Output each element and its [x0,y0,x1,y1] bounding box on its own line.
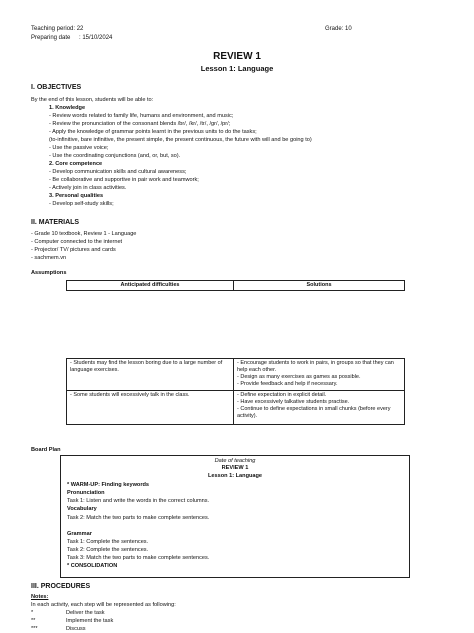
solution-line: - Have excessively talkative students practise. [237,399,350,405]
board-title: REVIEW 1 [221,465,249,471]
assumptions-table [66,358,405,425]
objectives-intro: By the end of this lesson, students will be able to: [31,97,154,103]
solution-line: - Design as many exercises as games as possible. [237,374,361,380]
preparing-date-label: Preparing date [31,35,71,41]
notes-intro: In each activity, each step will be represented as following: [31,602,176,608]
preparing-date-value: : 15/10/2024 [79,35,113,41]
assumptions-header-table [66,280,405,291]
board-warmup: * WARM-UP: Finding keywords [67,482,150,488]
core-item: - Actively join in class activities. [49,185,127,191]
knowledge-item: - Apply the knowledge of grammar points learnt in the previous units to do the tasks; [49,129,257,135]
knowledge-item: - Use the passive voice; [49,145,109,151]
personal-heading: 3. Personal qualities [49,193,104,199]
board-subtitle: Lesson 1: Language [207,473,263,479]
core-item: - Develop communication skills and cultural awareness; [49,169,187,175]
solution-line: - Encourage students to work in pairs, in groups so that they can help each other. [237,360,394,373]
core-heading: 2. Core competence [49,161,103,167]
board-grammar-task: Task 2: Complete the sentences. [67,547,149,553]
materials-item: - sachmem.vn [31,255,67,261]
procedures-heading: III. PROCEDURES [31,583,91,590]
materials-item: - Computer connected to the internet [31,239,123,245]
solutions-cell [234,359,405,391]
col-difficulties-header: Anticipated difficulties [67,281,234,291]
col-solutions-header: Solutions [234,281,405,291]
knowledge-item: - Review words related to family life, humans and environment, and music; [49,113,234,119]
grade: Grade: 10 [325,26,352,32]
board-grammar-task: Task 1: Complete the sentences. [67,539,149,545]
knowledge-heading: 1. Knowledge [49,105,86,111]
solution-line: - Continue to define expectations in small chunks (before every activity). [237,406,391,419]
solution-line: - Define expectation in explicit detail. [237,392,327,398]
board-pron-task: Task 1: Listen and write the words in the correct columns. [67,498,210,504]
materials-item: - Grade 10 textbook, Review 1 - Language [31,231,137,237]
knowledge-item: (to-infinitive, bare infinitive, the present simple, the present continuous, the future with will and be going to) [49,137,312,143]
difficulty-cell: - Some students will excessively talk in the class. [67,391,234,425]
board-pronunciation: Pronunciation [67,490,105,496]
materials-item: - Projector/ TV/ pictures and cards [31,247,116,253]
step-text: Discuss [66,626,86,632]
board-plan-box [60,455,410,578]
step-mark: *** [31,626,38,632]
table-row [67,359,405,391]
assumptions-heading: Assumptions [31,270,67,276]
notes-label: Notes: [31,594,49,600]
board-plan-heading: Board Plan [31,447,61,453]
personal-item: - Develop self-study skills; [49,201,114,207]
board-grammar: Grammar [67,531,92,537]
board-date-line: Date of teaching [214,458,256,464]
core-item: - Be collaborative and supportive in pair work and teamwork; [49,177,199,183]
teaching-period: Teaching period: 22 [31,26,84,32]
page-subtitle: Lesson 1: Language [200,64,274,73]
step-mark: * [31,610,34,616]
step-text: Implement the task [66,618,114,624]
solution-line: - Provide feedback and help if necessary. [237,381,338,387]
objectives-heading: I. OBJECTIVES [31,84,82,91]
knowledge-item: - Use the coordinating conjunctions (and, or, but, so). [49,153,181,159]
board-consolidation: * CONSOLIDATION [67,563,118,569]
materials-heading: II. MATERIALS [31,219,80,226]
board-vocab-task: Task 2: Match the two parts to make complete sentences. [67,515,210,521]
difficulty-cell: - Students may find the lesson boring due to a large number of language exercises. [67,359,234,391]
board-vocabulary: Vocabulary [67,506,97,512]
board-grammar-task: Task 3: Match the two parts to make complete sentences. [67,555,210,561]
step-mark: ** [31,618,36,624]
page-title: REVIEW 1 [213,51,261,62]
table-row [67,391,405,425]
knowledge-item: - Review the pronunciation of the consonant blends /br/, /kr/, /tr/, /gr/, /pr/; [49,121,231,127]
solutions-cell [234,391,405,425]
step-text: Deliver the task [66,610,105,616]
